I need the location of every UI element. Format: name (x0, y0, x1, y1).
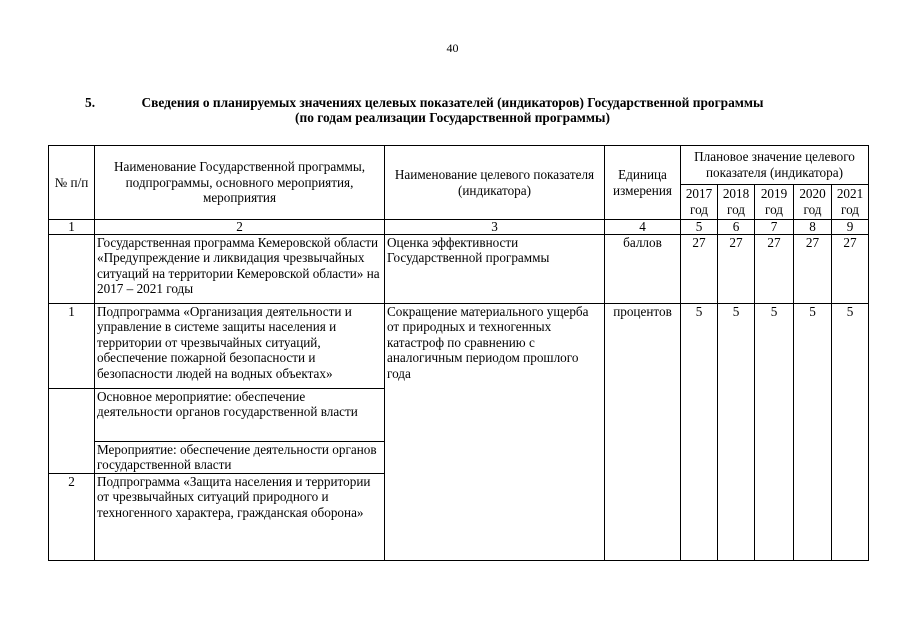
row-name: Основное мероприятие: обеспечение деятельности органов государственной власти (95, 389, 385, 442)
header-year-2021: 2021 год (832, 184, 869, 219)
row-value-2021: 5 (832, 304, 869, 561)
indicators-table (48, 145, 869, 561)
row-value-2017: 5 (681, 304, 718, 561)
row-value-2017: 27 (681, 235, 718, 304)
row-value-2021: 27 (832, 235, 869, 304)
header-indicator-name: Наименование целевого показателя (индикатора) (385, 146, 605, 220)
row-value-2018: 27 (718, 235, 755, 304)
col-index: 1 (49, 220, 95, 235)
table-row (49, 304, 869, 389)
section-number: 5. (85, 95, 96, 110)
header-year-2019: 2019 год (755, 184, 794, 219)
row-num: 1 (49, 304, 95, 389)
row-indicator: Сокращение материального ущерба от природных и техногенных катастроф по сравнению с аналогичным периодом прошлого года (385, 304, 605, 561)
col-index: 6 (718, 220, 755, 235)
row-unit: процентов (605, 304, 681, 561)
row-name: Государственная программа Кемеровской области «Предупреждение и ликвидация чрезвычайных ситуаций на территории Кемеровской области» на 2017 – 2021 годы (95, 235, 385, 304)
row-unit: баллов (605, 235, 681, 304)
header-year-2018: 2018 год (718, 184, 755, 219)
section-title-line2: (по годам реализации Государственной программы) (295, 110, 610, 125)
col-index: 3 (385, 220, 605, 235)
header-year-2020: 2020 год (794, 184, 832, 219)
row-num (49, 235, 95, 304)
row-value-2019: 27 (755, 235, 794, 304)
header-year-2017: 2017 год (681, 184, 718, 219)
header-planned: Плановое значение целевого показателя (индикатора) (681, 146, 869, 185)
row-value-2020: 27 (794, 235, 832, 304)
section-title (0, 95, 905, 125)
row-name: Мероприятие: обеспечение деятельности органов государственной власти (95, 441, 385, 474)
row-num (49, 389, 95, 442)
row-name: Подпрограмма «Организация деятельности и управление в системе защиты населения и территории от чрезвычайных ситуаций, обеспечение пожарной безопасности и безопасности людей на водных объектах» (95, 304, 385, 389)
row-value-2018: 5 (718, 304, 755, 561)
header-unit: Единица измерения (605, 146, 681, 220)
header-row-1 (49, 146, 869, 185)
row-value-2019: 5 (755, 304, 794, 561)
table-row (49, 235, 869, 304)
col-index: 5 (681, 220, 718, 235)
row-indicator: Оценка эффективности Государственной программы (385, 235, 605, 304)
header-num: № п/п (49, 146, 95, 220)
col-index: 8 (794, 220, 832, 235)
section-title-line1: Сведения о планируемых значениях целевых показателей (индикаторов) Государственной программы (141, 95, 764, 110)
col-index: 9 (832, 220, 869, 235)
row-value-2020: 5 (794, 304, 832, 561)
header-program-name: Наименование Государственной программы, подпрограммы, основного мероприятия, мероприятия (95, 146, 385, 220)
row-num (49, 441, 95, 474)
column-index-row (49, 220, 869, 235)
page-number: 40 (446, 41, 459, 55)
col-index: 2 (95, 220, 385, 235)
col-index: 4 (605, 220, 681, 235)
row-name: Подпрограмма «Защита населения и территории от чрезвычайных ситуаций природного и техногенного характера, гражданская оборона» (95, 474, 385, 561)
col-index: 7 (755, 220, 794, 235)
row-num: 2 (49, 474, 95, 561)
